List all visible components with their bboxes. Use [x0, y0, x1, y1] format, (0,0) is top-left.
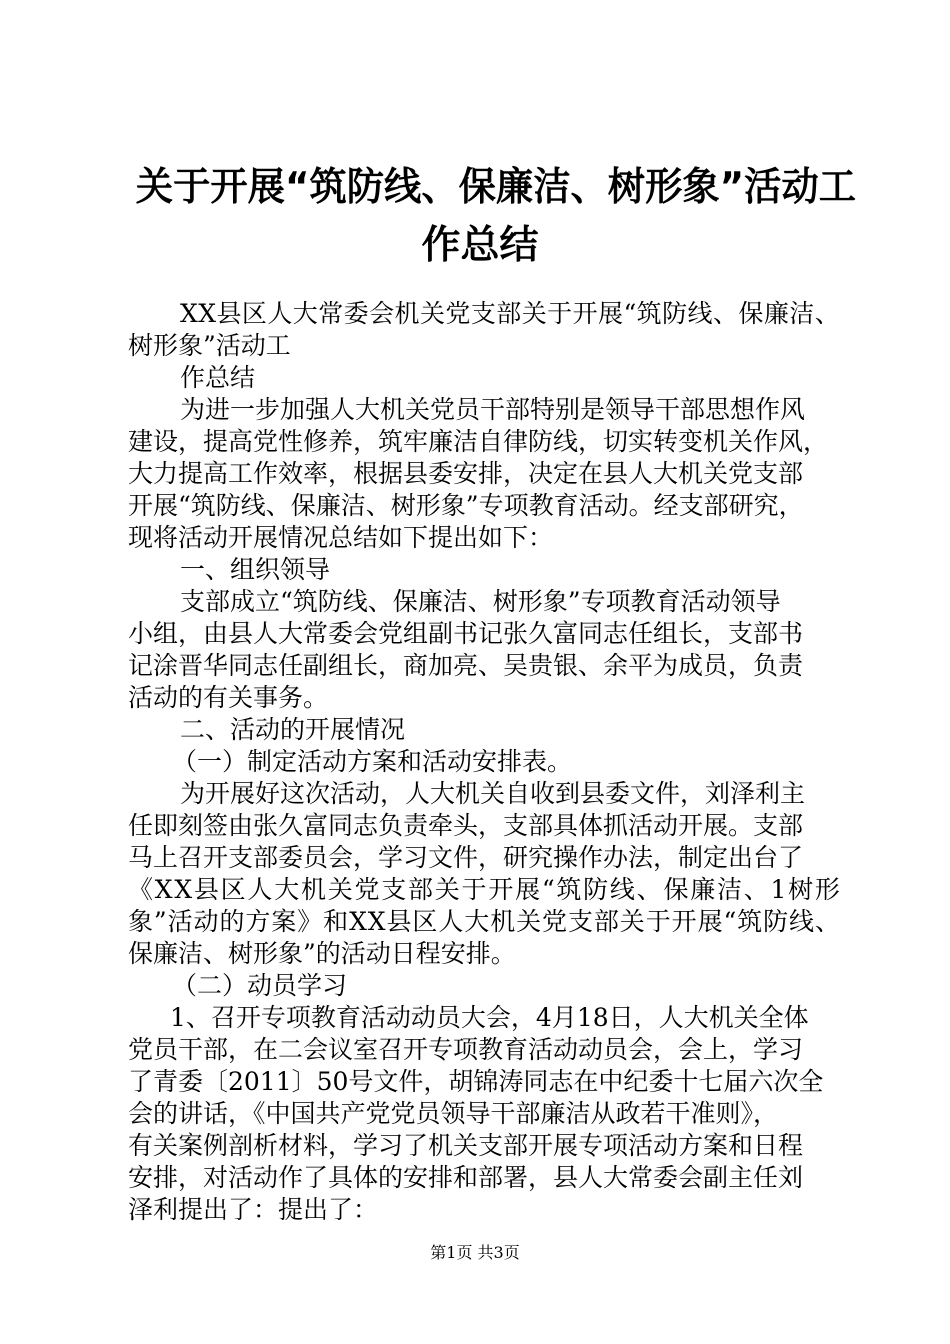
body-char: 关	[619, 907, 645, 936]
body-char: 洁	[716, 875, 742, 904]
body-char: 》	[297, 907, 323, 936]
body-char: 廉	[690, 875, 716, 904]
body-char: 党	[542, 907, 568, 936]
body-char: 线	[789, 907, 815, 936]
body-line: 现将活动开展情况总结如下提出如下：	[128, 523, 554, 552]
body-char: 案	[271, 907, 297, 936]
body-char: 支	[567, 907, 593, 936]
body-char: 《	[128, 875, 154, 904]
body-char: 部	[408, 875, 434, 904]
body-char: 筑	[556, 875, 582, 904]
document-title-line-1: 关于开展“筑防线、保廉洁、树形象”活动工	[135, 165, 857, 210]
body-char: 线	[609, 875, 635, 904]
body-char: 于	[461, 875, 487, 904]
body-char: 关	[521, 299, 547, 328]
body-char: 展	[515, 875, 541, 904]
body-char: 方	[245, 907, 271, 936]
body-line: 作总结	[180, 363, 256, 392]
body-line: 树形象”活动工	[128, 331, 291, 360]
subsection-heading: （二）动员学习	[172, 971, 348, 1000]
body-char: X	[198, 299, 217, 328]
body-char: 、	[712, 299, 738, 328]
body-char: 人	[247, 875, 273, 904]
body-char: 形	[814, 875, 840, 904]
document-title-line-2: 作总结	[421, 223, 539, 268]
body-char: 关	[419, 299, 445, 328]
body-char: 防	[763, 907, 789, 936]
body-char: X	[154, 875, 173, 904]
body-line: 支部成立“筑防线、保廉洁、树形象”专项教育活动领导	[180, 587, 781, 616]
subsection-heading: （一）制定活动方案和活动安排表。	[172, 747, 573, 776]
body-char: 机	[490, 907, 516, 936]
body-line	[128, 906, 840, 938]
body-char: 人	[438, 907, 464, 936]
body-char: 党	[445, 299, 471, 328]
body-line: 活动的有关事务。	[128, 683, 329, 712]
body-char: 防	[662, 299, 688, 328]
body-line: 建设，提高党性修养，筑牢廉洁自律防线，切实转变机关作风，	[128, 427, 829, 456]
body-line: 为开展好这次活动，人大机关自收到县委文件，刘泽利主	[180, 779, 806, 808]
body-char: 委	[343, 299, 369, 328]
body-char: 筑	[636, 299, 662, 328]
body-char: X	[174, 875, 193, 904]
body-char: 支	[470, 299, 496, 328]
body-char: 区	[412, 907, 438, 936]
body-char: “	[723, 907, 737, 936]
body-char: X	[180, 299, 198, 328]
body-line: 马上召开支部委员会，学习文件，研究操作办法，制定出台了	[128, 843, 804, 872]
body-char: 防	[583, 875, 609, 904]
body-char: 支	[381, 875, 407, 904]
body-char: “	[541, 875, 555, 904]
body-char: 关	[434, 875, 460, 904]
body-char: 廉	[763, 299, 789, 328]
body-line: 任即刻签由张久富同志负责牵头，支部具体抓活动开展。支部	[128, 811, 804, 840]
body-line: 会的讲话，《中国共产党党员领导干部廉洁从政若干准则》，	[128, 1099, 779, 1128]
body-char: 开	[671, 907, 697, 936]
body-char: 展	[598, 299, 624, 328]
body-char: 县	[386, 907, 412, 936]
body-char: 会	[369, 299, 395, 328]
body-line: 党员干部，在二会议室召开专项教育活动动员会，会上，学习	[128, 1035, 804, 1064]
body-char: 保	[663, 875, 689, 904]
body-char: 大	[464, 907, 490, 936]
body-char: 保	[738, 299, 764, 328]
body-char: 活	[167, 907, 193, 936]
body-line: 泽利提出了：提出了：	[128, 1195, 379, 1224]
body-char: 部	[593, 907, 619, 936]
body-char: ”	[153, 907, 167, 936]
body-line: 有关案例剖析材料，学习了机关支部开展专项活动方案和日程	[128, 1131, 804, 1160]
body-char: 开	[572, 299, 598, 328]
body-char: 、	[814, 299, 840, 328]
body-line: 为进一步加强人大机关党员干部特别是领导干部思想作风	[180, 395, 806, 424]
body-line: 1、召开专项教育活动动员大会，4月18日，人大机关全体	[170, 1003, 809, 1032]
body-char: 动	[193, 907, 219, 936]
body-line: 安排，对活动作了具体的安排和部署，县人大常委会副主任刘	[128, 1163, 804, 1192]
body-char: 、	[814, 907, 840, 936]
body-char: 机	[300, 875, 326, 904]
body-char: 开	[488, 875, 514, 904]
body-char: 、	[743, 875, 769, 904]
body-line: 开展“筑防线、保廉洁、树形象”专项教育活动。经支部研究，	[128, 491, 804, 520]
body-char: 部	[496, 299, 522, 328]
body-char: X	[349, 907, 367, 936]
body-char: 和	[323, 907, 349, 936]
body-char: 关	[516, 907, 542, 936]
body-char: 区	[241, 299, 267, 328]
page-number-footer: 第1页 共3页	[430, 1243, 520, 1262]
body-char: “	[623, 299, 637, 328]
body-char: 县	[193, 875, 219, 904]
body-char: 的	[219, 907, 245, 936]
body-char: 大	[292, 299, 318, 328]
body-char: 线	[687, 299, 713, 328]
body-char: 关	[327, 875, 353, 904]
section-heading: 一、组织领导	[180, 555, 331, 584]
body-line	[128, 874, 840, 906]
body-char: 党	[354, 875, 380, 904]
body-char: 常	[318, 299, 344, 328]
body-char: 人	[267, 299, 293, 328]
body-line: 小组，由县人大常委会党组副书记张久富同志任组长，支部书	[128, 619, 804, 648]
body-line: 了青委〔2011〕50号文件，胡锦涛同志在中纪委十七届六次全	[128, 1067, 824, 1096]
body-char: 于	[645, 907, 671, 936]
body-char: 树	[788, 875, 814, 904]
body-char: 机	[394, 299, 420, 328]
body-line	[180, 298, 840, 330]
body-char: 展	[697, 907, 723, 936]
body-char: 洁	[789, 299, 815, 328]
body-char: X	[367, 907, 386, 936]
body-char: 、	[636, 875, 662, 904]
body-char: 区	[220, 875, 246, 904]
body-char: 筑	[737, 907, 763, 936]
body-line: 大力提高工作效率，根据县委安排，决定在县人大机关党支部	[128, 459, 804, 488]
body-line: 记涂晋华同志任副组长，商加亮、吴贵银、余平为成员，负责	[128, 651, 804, 680]
body-char: 于	[547, 299, 573, 328]
body-line: 保廉洁、树形象”的活动日程安排。	[128, 939, 516, 968]
body-char: 1	[770, 875, 787, 904]
body-char: 县	[216, 299, 242, 328]
section-heading: 二、活动的开展情况	[180, 715, 406, 744]
body-char: 大	[274, 875, 300, 904]
body-char: 象	[128, 907, 154, 936]
